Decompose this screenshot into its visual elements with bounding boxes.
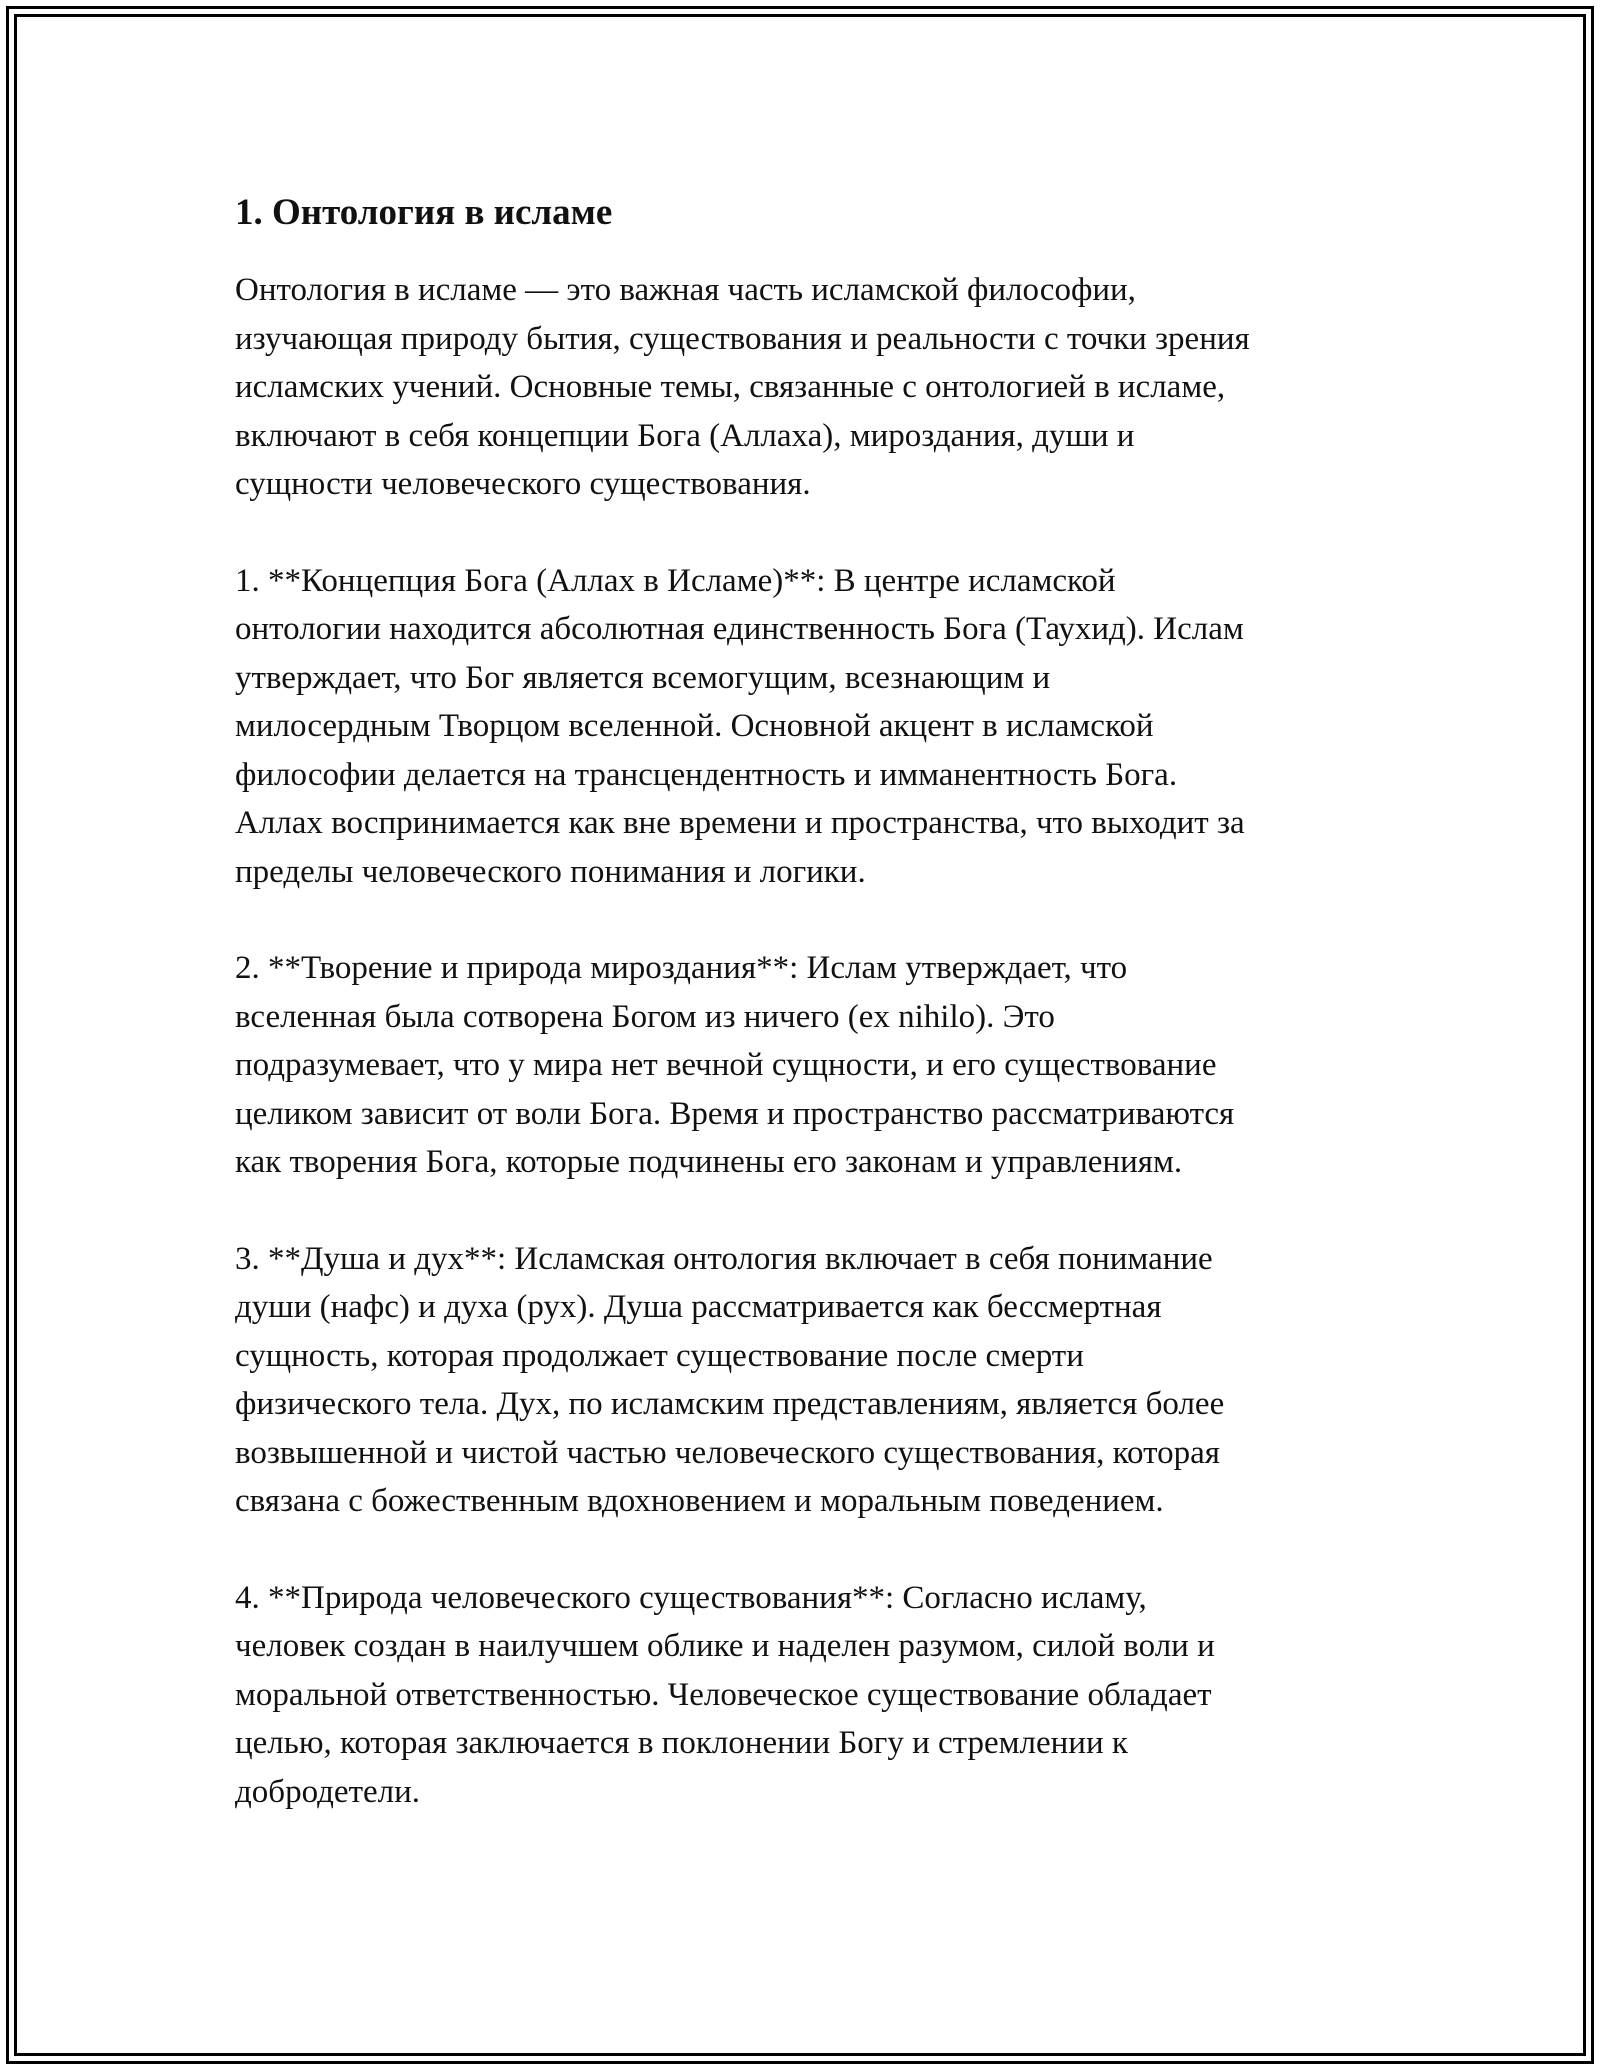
intro-paragraph: Онтология в исламе — это важная часть исламской философии, изучающая природу бытия, существования и реальности с точки зрения исламских учений. Основные темы, связанные с онтологией в исламе, включают в себя концепции Бога (Аллаха), мироздания, души и сущности человеческого существования. xyxy=(235,272,1250,502)
paragraph-human-existence: 4. **Природа человеческого существования**: Согласно исламу, человек создан в наилучшем облике и наделен разумом, силой воли и моральной ответственностью. Человеческое существование обладает целью, которая заключается в поклонении Богу и стремлении к добродетели. xyxy=(235,1579,1215,1810)
section-title: 1. Онтология в исламе xyxy=(235,192,613,233)
paragraph-god-concept: 1. **Концепция Бога (Аллах в Исламе)**: В центре исламской онтологии находится абсолютная единственность Бога (Таухид). Ислам утверждает, что Бог является всемогущим, всезнающим и милосердным Творцом вселенной. Основной акцент в исламской философии делается на трансцендентность и имманентность Бога. Аллах воспринимается как вне времени и пространства, что выходит за пределы человеческого понимания и логики. xyxy=(235,562,1245,890)
paragraph-creation: 2. **Творение и природа мироздания**: Ислам утверждает, что вселенная была сотворена Богом из ничего (ex nihilo). Это подразумевает, что у мира нет вечной сущности, и его существование целиком зависит от воли Бога. Время и пространство рассматриваются как творения Бога, которые подчинены его законам и управлениям. xyxy=(235,950,1235,1180)
paragraph-soul-spirit: 3. **Душа и дух**: Исламская онтология включает в себя понимание души (нафс) и духа (рух). Душа рассматривается как бессмертная сущность, которая продолжает существование после смерти физического тела. Дух, по исламским представлениям, является более возвышенной и чистой частью человеческого существования, которая связана с божественным вдохновением и моральным поведением. xyxy=(235,1240,1225,1519)
document-body xyxy=(235,186,1375,1864)
